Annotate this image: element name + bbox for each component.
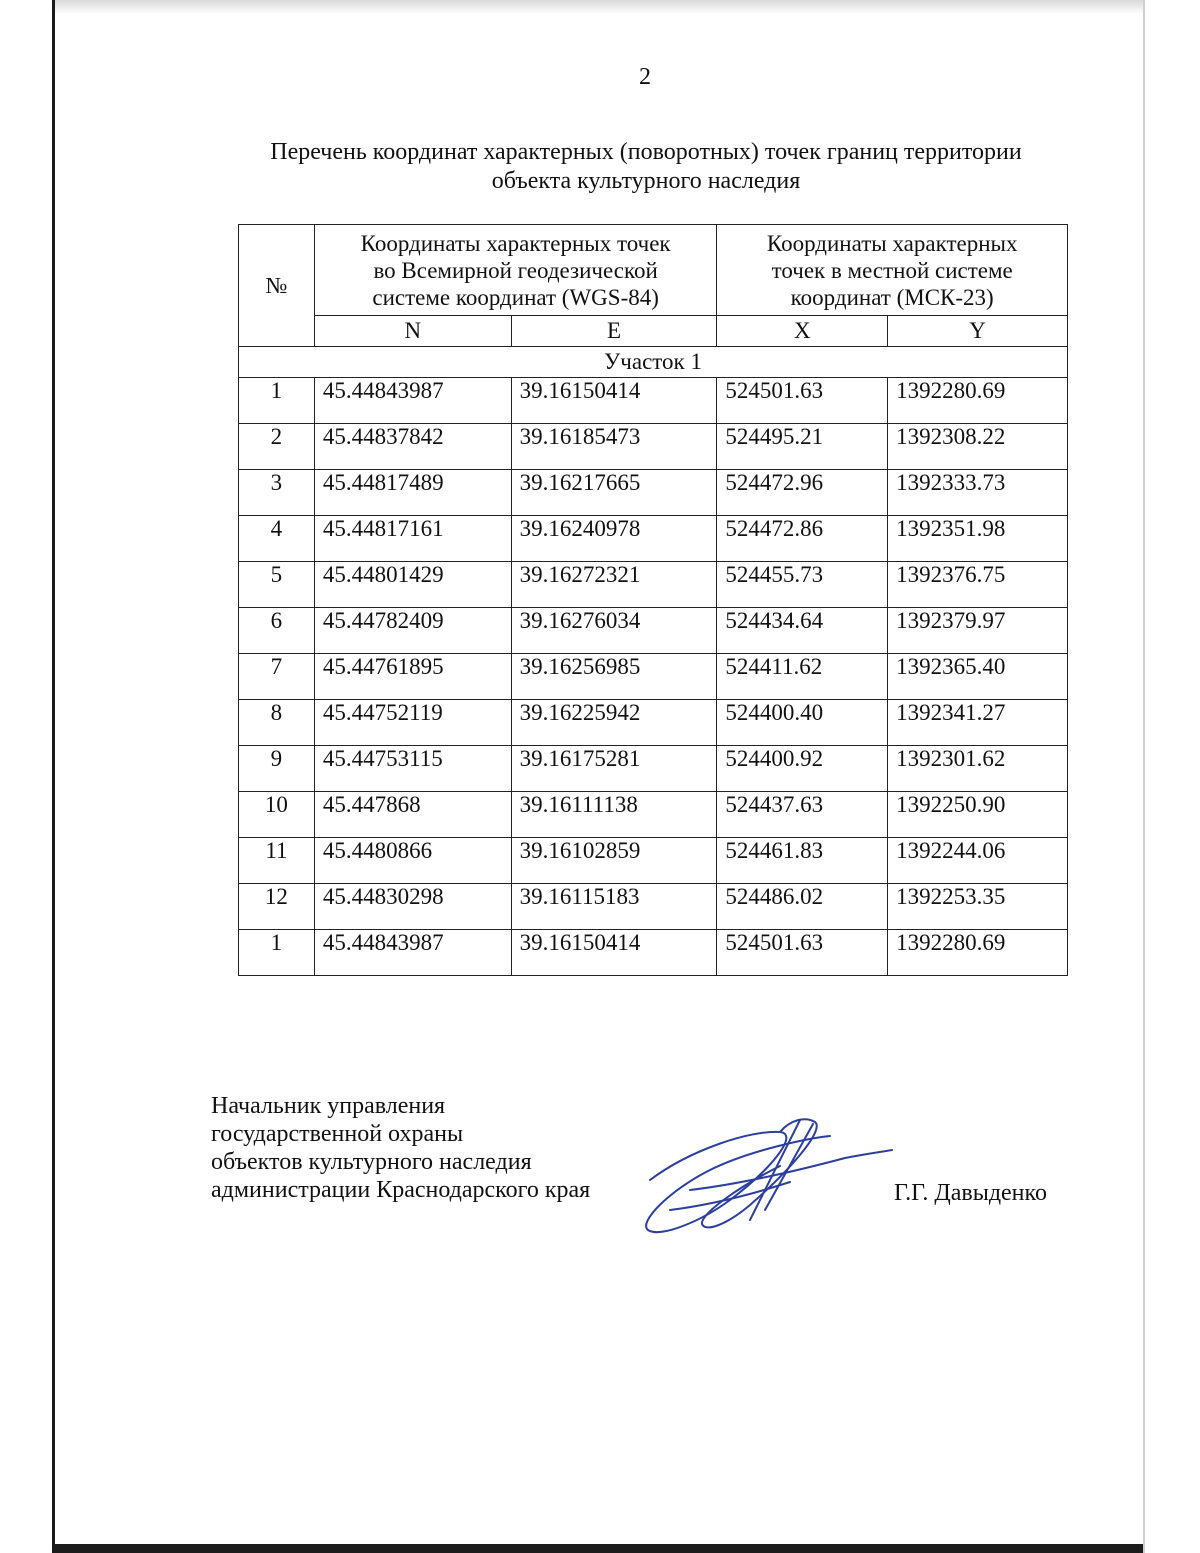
table-row bbox=[239, 424, 1068, 470]
cell-y: 1392379.97 bbox=[888, 608, 1068, 654]
table-row bbox=[239, 562, 1068, 608]
cell-n: 45.447868 bbox=[314, 792, 511, 838]
cell-point-number: 1 bbox=[239, 930, 315, 976]
cell-e: 39.16272321 bbox=[511, 562, 717, 608]
cell-n: 45.44830298 bbox=[314, 884, 511, 930]
cell-point-number: 10 bbox=[239, 792, 315, 838]
header-msk23-line: координат (МСК-23) bbox=[790, 284, 994, 310]
cell-y: 1392253.35 bbox=[888, 884, 1068, 930]
table-row bbox=[239, 792, 1068, 838]
table-row bbox=[239, 930, 1068, 976]
cell-x: 524501.63 bbox=[717, 378, 888, 424]
signer-name: Г.Г. Давыденко bbox=[894, 1180, 1047, 1206]
cell-n: 45.44843987 bbox=[314, 378, 511, 424]
cell-e: 39.16102859 bbox=[511, 838, 717, 884]
cell-y: 1392376.75 bbox=[888, 562, 1068, 608]
cell-point-number: 8 bbox=[239, 700, 315, 746]
document-title bbox=[236, 138, 1056, 196]
cell-n: 45.4480866 bbox=[314, 838, 511, 884]
cell-point-number: 11 bbox=[239, 838, 315, 884]
section-row bbox=[239, 347, 1068, 378]
cell-y: 1392244.06 bbox=[888, 838, 1068, 884]
header-wgs84-line: во Всемирной геодезической bbox=[373, 257, 658, 283]
header-number: № bbox=[239, 225, 315, 347]
table-row bbox=[239, 378, 1068, 424]
table-row bbox=[239, 470, 1068, 516]
header-msk23-line: точек в местной системе bbox=[771, 257, 1013, 283]
signer-position-line: государственной охраны bbox=[211, 1121, 464, 1147]
header-y: Y bbox=[888, 316, 1068, 347]
scan-bottom-edge bbox=[55, 1544, 1143, 1553]
cell-point-number: 12 bbox=[239, 884, 315, 930]
cell-y: 1392280.69 bbox=[888, 378, 1068, 424]
cell-x: 524495.21 bbox=[717, 424, 888, 470]
cell-x: 524400.40 bbox=[717, 700, 888, 746]
cell-e: 39.16185473 bbox=[511, 424, 717, 470]
cell-point-number: 2 bbox=[239, 424, 315, 470]
cell-n: 45.44817489 bbox=[314, 470, 511, 516]
header-wgs84-line: Координаты характерных точек bbox=[360, 230, 671, 256]
cell-e: 39.16225942 bbox=[511, 700, 717, 746]
cell-point-number: 3 bbox=[239, 470, 315, 516]
scan-right-edge bbox=[1143, 0, 1145, 1553]
coordinates-table bbox=[238, 224, 1068, 976]
cell-y: 1392280.69 bbox=[888, 930, 1068, 976]
table-row bbox=[239, 746, 1068, 792]
header-msk23-line: Координаты характерных bbox=[766, 230, 1018, 256]
cell-e: 39.16150414 bbox=[511, 378, 717, 424]
cell-n: 45.44753115 bbox=[314, 746, 511, 792]
table-row bbox=[239, 608, 1068, 654]
cell-e: 39.16276034 bbox=[511, 608, 717, 654]
cell-point-number: 7 bbox=[239, 654, 315, 700]
cell-n: 45.44817161 bbox=[314, 516, 511, 562]
cell-y: 1392308.22 bbox=[888, 424, 1068, 470]
scan-top-edge bbox=[55, 0, 1143, 14]
cell-x: 524486.02 bbox=[717, 884, 888, 930]
signer-position-line: Начальник управления bbox=[211, 1093, 446, 1119]
cell-x: 524400.92 bbox=[717, 746, 888, 792]
cell-x: 524437.63 bbox=[717, 792, 888, 838]
header-wgs84 bbox=[314, 225, 717, 316]
cell-x: 524472.86 bbox=[717, 516, 888, 562]
cell-e: 39.16256985 bbox=[511, 654, 717, 700]
cell-y: 1392341.27 bbox=[888, 700, 1068, 746]
cell-n: 45.44843987 bbox=[314, 930, 511, 976]
cell-y: 1392333.73 bbox=[888, 470, 1068, 516]
signer-position bbox=[211, 1092, 590, 1204]
table-row bbox=[239, 516, 1068, 562]
page-number: 2 bbox=[639, 64, 651, 90]
document-title-line-2: объекта культурного наследия bbox=[491, 168, 801, 194]
table-row bbox=[239, 884, 1068, 930]
handwritten-signature bbox=[630, 1110, 900, 1245]
cell-n: 45.44782409 bbox=[314, 608, 511, 654]
signer-position-line: администрации Краснодарского края bbox=[211, 1177, 591, 1203]
table-row bbox=[239, 700, 1068, 746]
section-label: Участок 1 bbox=[239, 347, 1068, 378]
cell-point-number: 5 bbox=[239, 562, 315, 608]
cell-x: 524411.62 bbox=[717, 654, 888, 700]
table-row bbox=[239, 838, 1068, 884]
cell-point-number: 6 bbox=[239, 608, 315, 654]
table-row bbox=[239, 654, 1068, 700]
header-e: E bbox=[511, 316, 717, 347]
cell-e: 39.16175281 bbox=[511, 746, 717, 792]
cell-n: 45.44801429 bbox=[314, 562, 511, 608]
header-x: X bbox=[717, 316, 888, 347]
cell-y: 1392250.90 bbox=[888, 792, 1068, 838]
cell-n: 45.44837842 bbox=[314, 424, 511, 470]
cell-point-number: 1 bbox=[239, 378, 315, 424]
cell-e: 39.16150414 bbox=[511, 930, 717, 976]
cell-e: 39.16217665 bbox=[511, 470, 717, 516]
cell-x: 524472.96 bbox=[717, 470, 888, 516]
header-n: N bbox=[314, 316, 511, 347]
cell-n: 45.44752119 bbox=[314, 700, 511, 746]
cell-y: 1392351.98 bbox=[888, 516, 1068, 562]
header-msk23 bbox=[717, 225, 1068, 316]
signer-position-line: объектов культурного наследия bbox=[211, 1149, 532, 1175]
cell-x: 524434.64 bbox=[717, 608, 888, 654]
cell-x: 524461.83 bbox=[717, 838, 888, 884]
cell-y: 1392301.62 bbox=[888, 746, 1068, 792]
cell-e: 39.16111138 bbox=[511, 792, 717, 838]
cell-n: 45.44761895 bbox=[314, 654, 511, 700]
cell-e: 39.16240978 bbox=[511, 516, 717, 562]
cell-y: 1392365.40 bbox=[888, 654, 1068, 700]
cell-x: 524501.63 bbox=[717, 930, 888, 976]
cell-x: 524455.73 bbox=[717, 562, 888, 608]
document-title-line-1: Перечень координат характерных (поворотных) точек границ территории bbox=[270, 139, 1022, 165]
cell-point-number: 4 bbox=[239, 516, 315, 562]
scan-left-edge bbox=[52, 0, 55, 1553]
header-wgs84-line: системе координат (WGS-84) bbox=[372, 284, 659, 310]
cell-e: 39.16115183 bbox=[511, 884, 717, 930]
cell-point-number: 9 bbox=[239, 746, 315, 792]
